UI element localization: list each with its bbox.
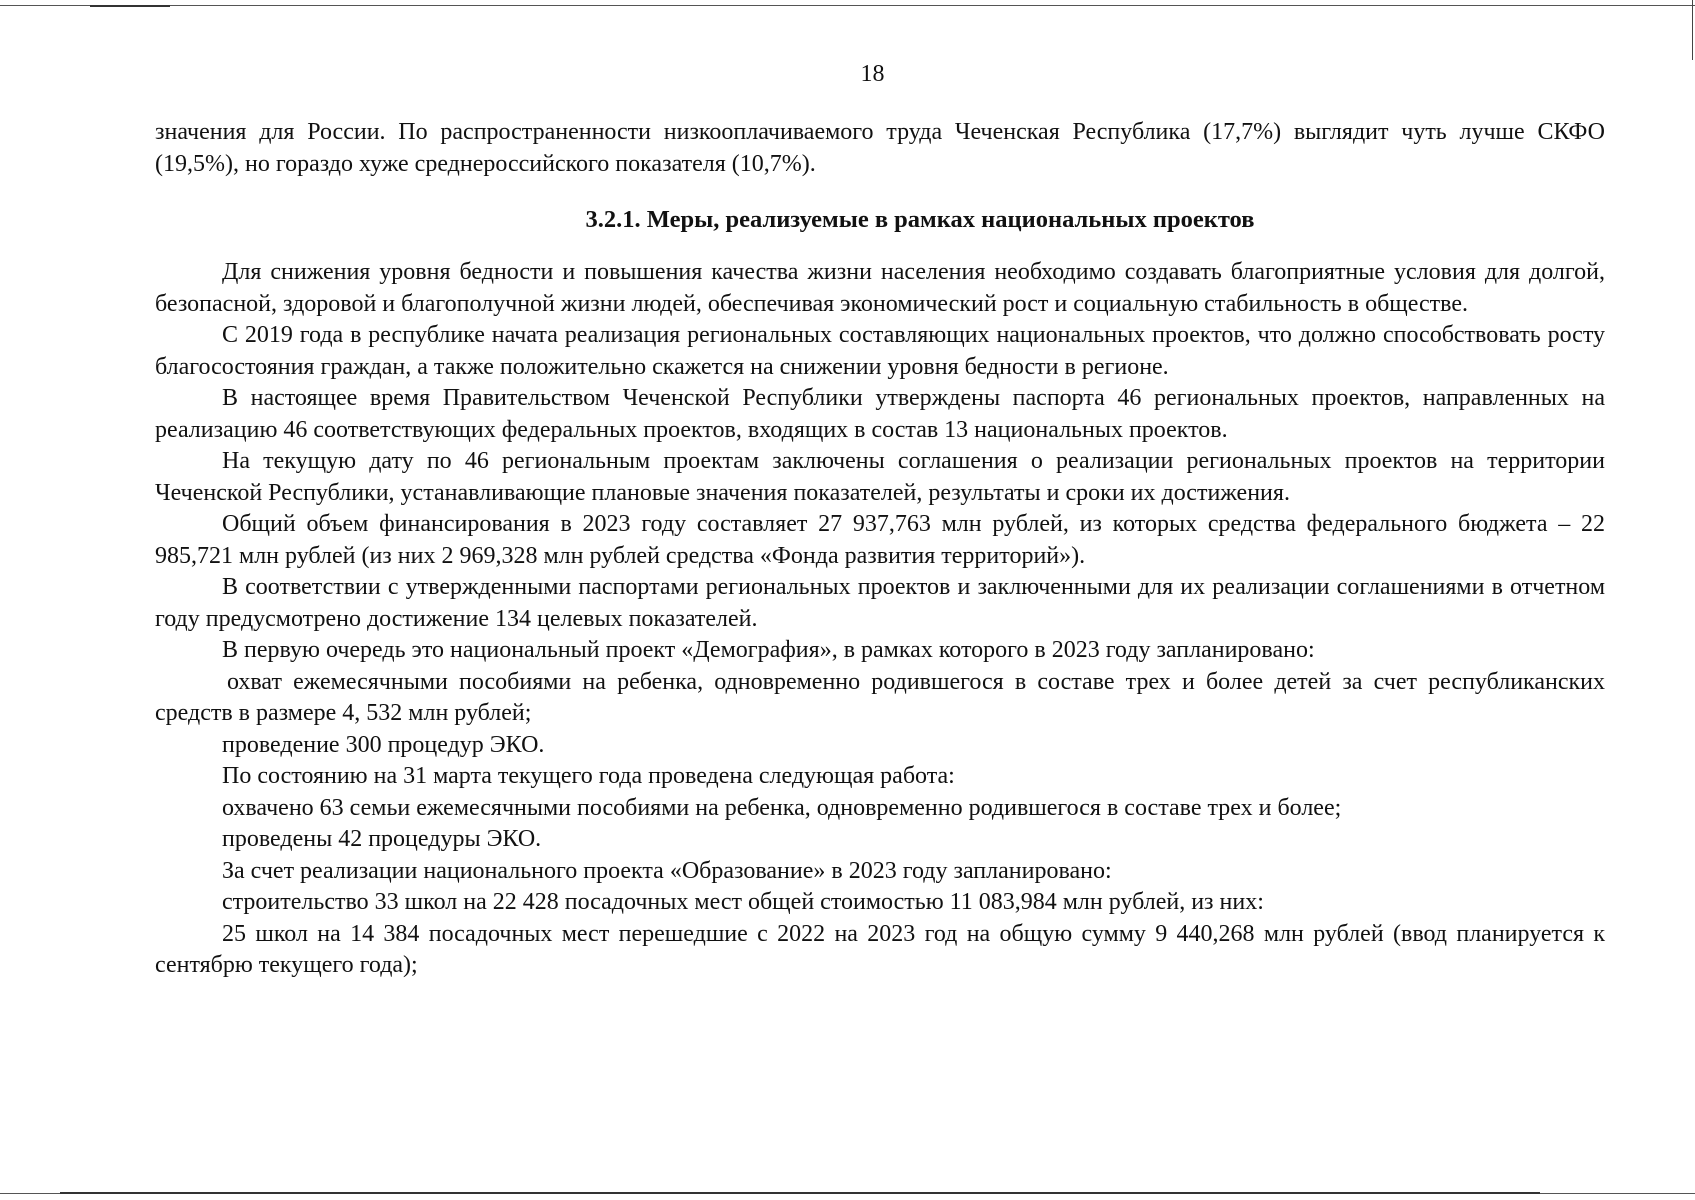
right-border-line [1692, 0, 1693, 60]
list-item: проведены 42 процедуры ЭКО. [222, 826, 542, 852]
paragraph: В настоящее время Правительством Чеченской Республики утверждены паспорта 46 региональных проектов, направленных на реализацию 46 соответствующих федеральных проектов, входящих в состав 13 национальных проектов. [155, 385, 1605, 443]
paragraph: По состоянию на 31 марта текущего года проведена следующая работа: [222, 763, 955, 789]
paragraph: С 2019 года в республике начата реализация региональных составляющих национальных проектов, что должно способствовать росту благосостояния граждан, а также положительно скажется на снижении уровня бедности в регионе. [155, 322, 1605, 380]
document-body [155, 117, 1605, 982]
paragraph: За счет реализации национального проекта «Образование» в 2023 году запланировано: [222, 857, 1112, 884]
list-item: 25 школ на 14 384 посадочных мест перешедшие с 2022 на 2023 год на общую сумму 9 440,268 млн рублей (ввод планируется к сентябрю текущего года); [155, 920, 1605, 978]
list-item: охват ежемесячными пособиями на ребенка, одновременно родившегося в составе трех и более детей за счет республиканских средств в размере 4, 532 млн рублей; [155, 668, 1605, 726]
paragraph: В соответствии с утвержденными паспортами региональных проектов и заключенными для их реализации соглашениями в отчетном году предусмотрено достижение 134 целевых показателей. [155, 574, 1605, 632]
top-border-line-accent [90, 5, 170, 7]
intro-paragraph: значения для России. По распространенности низкооплачиваемого труда Чеченская Республика (17,7%) выглядит чуть лучше СКФО (19,5%), но гораздо хуже среднероссийского показателя (10,7%). [155, 119, 1605, 177]
bottom-border-line-accent [60, 1192, 1540, 1194]
list-item: строительство 33 школ на 22 428 посадочных мест общей стоимостью 11 083,984 млн рублей, из них: [222, 889, 1264, 915]
list-item: охвачено 63 семьи ежемесячными пособиями на ребенка, одновременно родившегося в составе трех и более; [222, 794, 1342, 821]
list-item: проведение 300 процедур ЭКО. [222, 731, 545, 758]
paragraph: Для снижения уровня бедности и повышения качества жизни населения необходимо создавать благоприятные условия для долгой, безопасной, здоровой и благополучной жизни людей, обеспечивая экономический рост и социальную стабильность в обществе. [155, 259, 1605, 317]
paragraph: Общий объем финансирования в 2023 году составляет 27 937,763 млн рублей, из которых средства федерального бюджета – 22 985,721 млн рублей (из них 2 969,328 млн рублей средства «Фонда развития территорий»). [155, 511, 1605, 569]
paragraph: На текущую дату по 46 региональным проектам заключены соглашения о реализации региональных проектов на территории Чеченской Республики, устанавливающие плановые значения показателей, результаты и сроки их достижения. [155, 448, 1605, 506]
page-number: 18 [860, 61, 885, 87]
paragraph: В первую очередь это национальный проект «Демография», в рамках которого в 2023 году запланировано: [222, 637, 1315, 663]
section-heading: 3.2.1. Меры, реализуемые в рамках национальных проектов [585, 206, 1255, 233]
top-border-line [0, 5, 1695, 6]
